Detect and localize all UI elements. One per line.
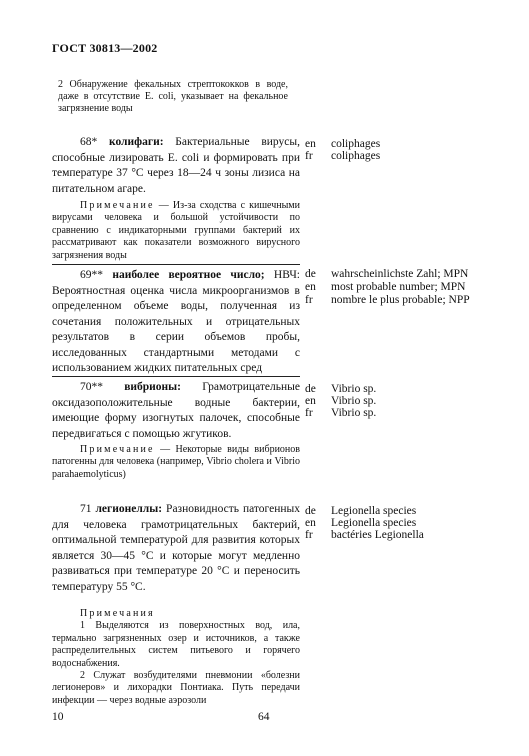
term-70-equivalents	[305, 383, 475, 420]
divider	[52, 376, 300, 377]
term-name: вибрионы:	[124, 381, 181, 393]
notes-label: Примечания	[80, 608, 155, 619]
term-71-equivalents	[305, 505, 485, 542]
note-label: Примечание	[80, 200, 155, 211]
equivalent-row: de Vibrio sp.	[305, 383, 377, 395]
note-item: 1 Выделяются из поверхностных вод, ила, термально загрязненных озер и источников, а также распределительных систем питьевого и горячего водоснабжения.	[52, 620, 300, 669]
term-definition: Разновидность патогенных для человека грамотрицательных бактерий, оптимальной температурой для развития которых является 30—45 °С и которые могут медленно развиваться при температуре 20 °С и переносить температуру 55 °С.	[52, 503, 300, 593]
term-number: 68*	[80, 136, 98, 148]
term-68-equivalents	[305, 138, 475, 162]
term-name: легионеллы:	[95, 503, 163, 515]
equivalent-row: de wahrscheinlichste Zahl; MPN	[305, 268, 469, 280]
footer-left: 10	[52, 711, 64, 723]
term-definition: Бактериальные вирусы, способные лизировать E. coli и формировать при температуре 37 °С через 18—24 ч зоны лизиса на питательном агаре.	[52, 136, 300, 195]
term-70-note	[52, 444, 300, 481]
term-71	[52, 502, 300, 595]
document-header: ГОСТ 30813—2002	[52, 41, 158, 55]
page-number: 64	[258, 711, 270, 723]
term-number: 69**	[80, 269, 103, 281]
equivalent-row: en most probable number; MPN	[305, 281, 466, 294]
term-definition: НВЧ: Вероятностная оценка числа микроорганизмов в определенном объеме воды, полученная из сочетания положительных и отрицательных результатов в серии объемов пробы, исследованных стандартными методами с использованием жидких питательных сред	[52, 269, 301, 374]
term-68-note	[52, 200, 300, 262]
term-number: 71	[80, 503, 92, 515]
note-text: — Из-за сходства с кишечными вирусами человека и большой устойчивости по сравнению с индикаторными группами бактерий их рассматривают как показатели возможного вирусного загрязнения воды	[52, 200, 300, 261]
note-item: 2 Служат возбудителями пневмонии «болезни легионеров» и лихорадки Понтиака. Путь передачи инфекции — через водные аэрозоли	[52, 670, 300, 706]
preceding-note: 2 Обнаружение фекальных стрептококков в воде, даже в отсутствие E. coli, указывает на фекальное загрязнение воды	[58, 79, 288, 114]
term-70	[52, 380, 300, 442]
term-69-equivalents	[305, 268, 495, 307]
term-71-notes	[52, 608, 300, 707]
note-text: — Некоторые виды вибрионов патогенны для человека (например, Vibrio cholera и Vibrio parahaemolyticus)	[52, 444, 300, 480]
equivalent-row: en coliphages	[305, 138, 381, 150]
term-68	[52, 135, 300, 197]
equivalent-row: fr bactéries Legionella	[305, 529, 424, 542]
term-name: наиболее вероятное число;	[112, 269, 265, 281]
term-number: 70**	[80, 381, 103, 393]
divider	[52, 264, 300, 265]
equivalent-row: fr coliphages	[305, 150, 381, 163]
equivalent-row: en Legionella species	[305, 517, 417, 530]
equivalent-row: en Vibrio sp.	[305, 395, 377, 408]
equivalent-row: fr nombre le plus probable; NPP	[305, 294, 470, 307]
term-69	[52, 268, 300, 377]
equivalent-row: fr Vibrio sp.	[305, 407, 377, 420]
term-name: колифаги:	[108, 136, 164, 148]
term-definition: Грамотрицательные оксидазоположительные водные бактерии, имеющие форму изогнутых палочек, способные передвигаться с помощью жгутиков.	[52, 381, 300, 440]
note-label: Примечание	[80, 444, 155, 455]
equivalent-row: de Legionella species	[305, 505, 417, 517]
